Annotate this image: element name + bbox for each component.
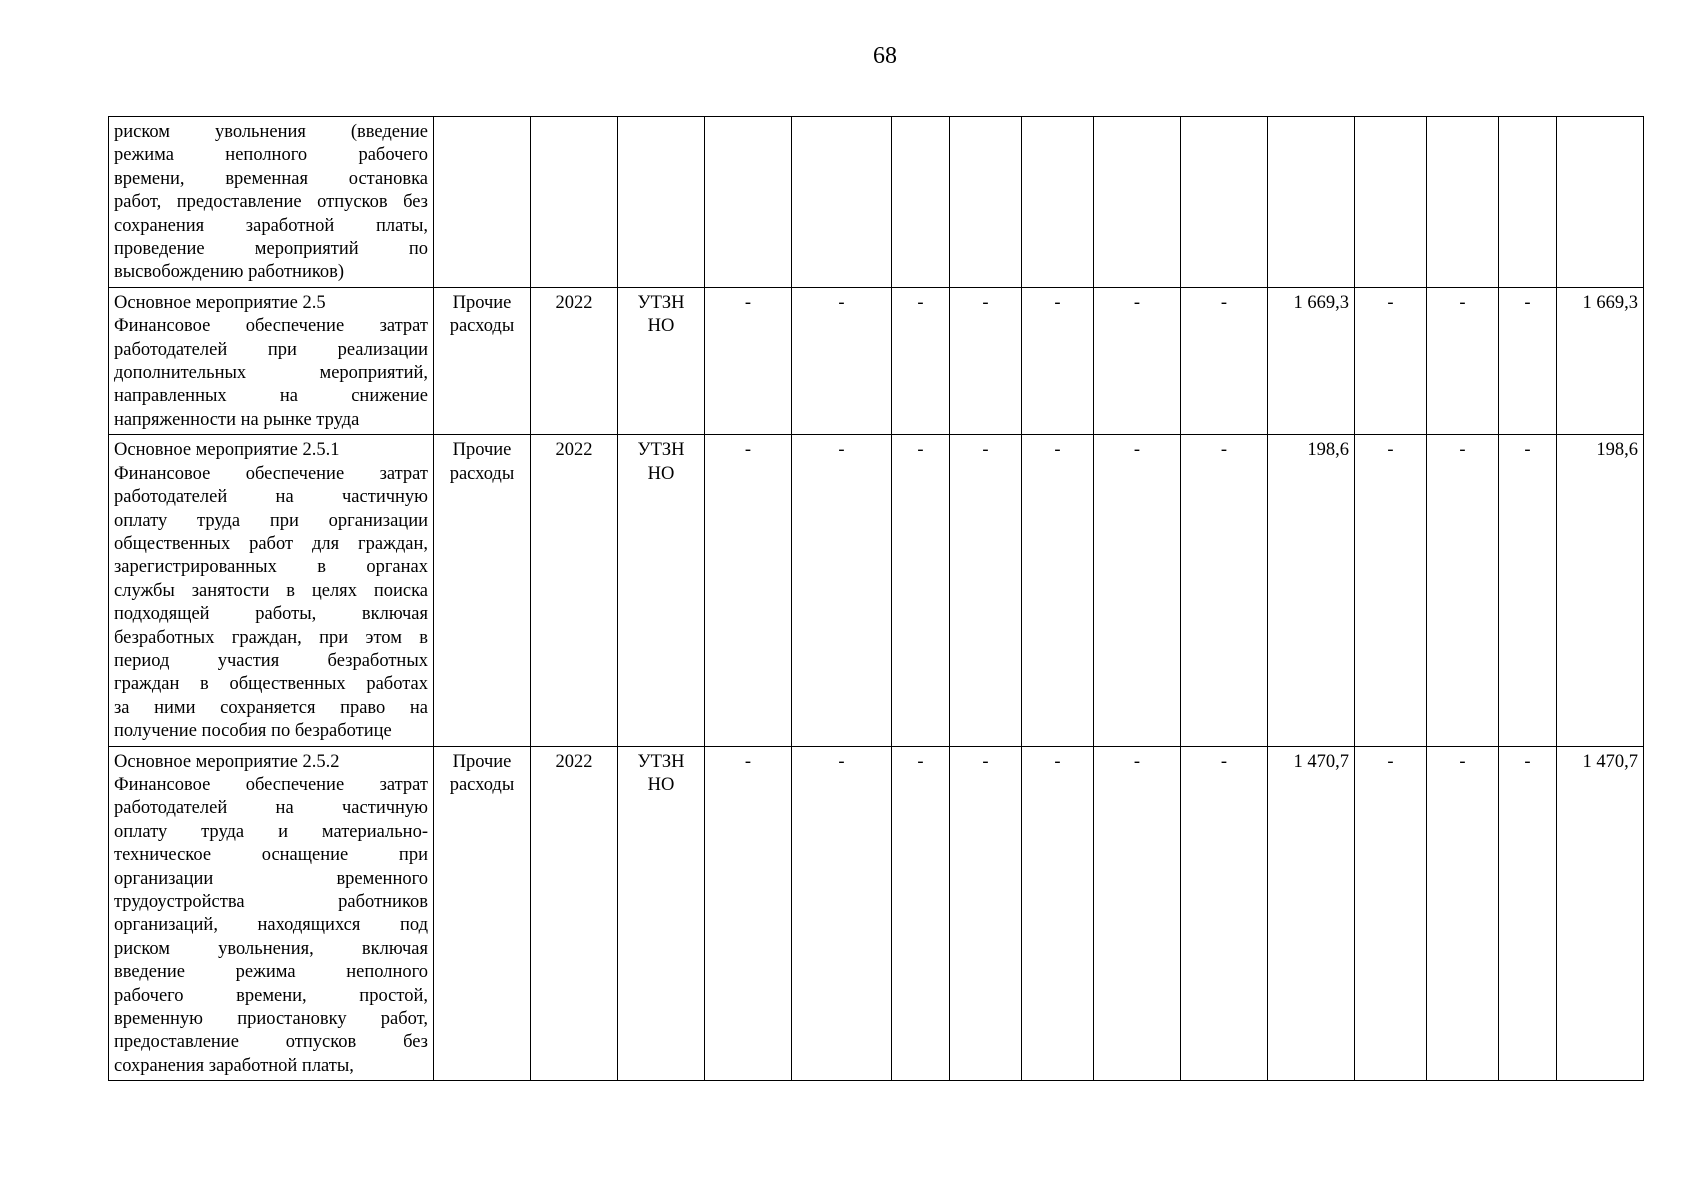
expense-type-cell	[434, 287, 531, 434]
funding-value-cell	[1355, 117, 1427, 288]
description-line: получение пособия по безработице	[114, 721, 392, 742]
funding-value-cell	[892, 117, 950, 288]
funding-value-cell: -	[1355, 435, 1427, 746]
funding-value-cell: -	[1094, 287, 1181, 434]
measure-description-cell	[109, 435, 434, 746]
year-cell: 2022	[531, 435, 618, 746]
funding-value-cell	[1499, 117, 1557, 288]
description-line: оплату труда при организации	[114, 510, 428, 531]
executor-line: НО	[647, 774, 675, 795]
funding-value-cell: -	[892, 287, 950, 434]
description-line: подходящей работы, включая	[114, 604, 428, 625]
expense-type-cell	[434, 117, 531, 288]
executor-line: УТЗН	[637, 440, 685, 461]
funding-value-cell	[1094, 117, 1181, 288]
funding-value-cell: -	[1022, 287, 1094, 434]
funding-value-cell: -	[1022, 746, 1094, 1081]
funding-value-cell: -	[1427, 287, 1499, 434]
table-row	[109, 287, 1644, 434]
funding-value-cell	[1427, 117, 1499, 288]
funding-value-cell: -	[705, 746, 792, 1081]
description-line: зарегистрированных в органах	[114, 557, 428, 578]
executor-line: НО	[647, 316, 675, 337]
expense-type-line: Прочие	[452, 751, 512, 772]
description-line: риском увольнения, включая	[114, 938, 428, 959]
executor-cell	[618, 287, 705, 434]
funding-value-cell: -	[1181, 746, 1268, 1081]
funding-value-cell: 1 470,7	[1268, 746, 1355, 1081]
funding-value-cell: -	[792, 746, 892, 1081]
description-line: сохранения заработной платы,	[114, 1055, 354, 1076]
funding-value-cell	[950, 117, 1022, 288]
executor-cell	[618, 435, 705, 746]
funding-value-cell: -	[1427, 435, 1499, 746]
funding-value-cell: -	[1427, 746, 1499, 1081]
description-line: введение режима неполного	[114, 962, 428, 983]
executor-line: УТЗН	[637, 292, 685, 313]
description-line: службы занятости в целях поиска	[114, 580, 428, 601]
executor-line: НО	[647, 463, 675, 484]
description-line: рабочего времени, простой,	[114, 985, 428, 1006]
description-line: высвобождению работников)	[114, 262, 345, 283]
funding-value-cell: -	[1355, 287, 1427, 434]
funding-value-cell	[1557, 117, 1644, 288]
table-row	[109, 746, 1644, 1081]
description-line: техническое оснащение при	[114, 845, 428, 866]
description-line: организации временного	[114, 868, 428, 889]
description-line: работ, предоставление отпусков без	[114, 192, 428, 213]
funding-value-cell: -	[1499, 435, 1557, 746]
funding-value-cell: -	[1355, 746, 1427, 1081]
funding-value-cell: -	[705, 287, 792, 434]
funding-value-cell	[1181, 117, 1268, 288]
year-cell: 2022	[531, 287, 618, 434]
funding-value-cell: -	[892, 746, 950, 1081]
description-line: напряженности на рынке труда	[114, 409, 360, 430]
description-line: времени, временная остановка	[114, 168, 428, 189]
funding-value-cell: -	[1499, 746, 1557, 1081]
executor-cell	[618, 746, 705, 1081]
funding-value-cell: 198,6	[1557, 435, 1644, 746]
description-line: Основное мероприятие 2.5.1	[114, 440, 340, 461]
description-line: Финансовое обеспечение затрат	[114, 463, 428, 484]
description-line: дополнительных мероприятий,	[114, 363, 428, 384]
expense-type-line: расходы	[449, 774, 515, 795]
executor-cell	[618, 117, 705, 288]
description-line: режима неполного рабочего	[114, 145, 428, 166]
funding-value-cell: -	[892, 435, 950, 746]
table-row	[109, 435, 1644, 746]
funding-value-cell: -	[792, 287, 892, 434]
funding-value-cell: -	[950, 287, 1022, 434]
executor-line: УТЗН	[637, 751, 685, 772]
funding-value-cell: -	[1094, 435, 1181, 746]
funding-value-cell: -	[1499, 287, 1557, 434]
funding-value-cell: 1 669,3	[1268, 287, 1355, 434]
measure-description-cell	[109, 117, 434, 288]
description-line: временную приостановку работ,	[114, 1009, 428, 1030]
year-cell	[531, 117, 618, 288]
program-measures-table	[108, 116, 1644, 1081]
description-line: Основное мероприятие 2.5	[114, 292, 326, 313]
funding-value-cell: -	[1181, 435, 1268, 746]
funding-value-cell: -	[950, 435, 1022, 746]
funding-value-cell: -	[705, 435, 792, 746]
table-row	[109, 117, 1644, 288]
description-line: безработных граждан, при этом в	[114, 627, 428, 648]
funding-value-cell: -	[1094, 746, 1181, 1081]
description-line: трудоустройства работников	[114, 892, 428, 912]
funding-value-cell: -	[1181, 287, 1268, 434]
expense-type-cell	[434, 746, 531, 1081]
measure-description-cell	[109, 287, 434, 434]
funding-value-cell: -	[950, 746, 1022, 1081]
description-line: Финансовое обеспечение затрат	[114, 316, 428, 337]
funding-value-cell	[1022, 117, 1094, 288]
description-line: работодателей на частичную	[114, 798, 428, 819]
description-line: за ними сохраняется право на	[114, 697, 428, 718]
description-line: организаций, находящихся под	[114, 915, 428, 936]
funding-value-cell	[792, 117, 892, 288]
expense-type-line: расходы	[449, 316, 515, 337]
description-line: Основное мероприятие 2.5.2	[114, 751, 340, 772]
funding-value-cell: -	[792, 435, 892, 746]
funding-value-cell: -	[1022, 435, 1094, 746]
year-cell: 2022	[531, 746, 618, 1081]
funding-value-cell: 198,6	[1268, 435, 1355, 746]
funding-value-cell: 1 669,3	[1557, 287, 1644, 434]
description-line: общественных работ для граждан,	[114, 533, 428, 554]
description-line: предоставление отпусков без	[114, 1032, 428, 1053]
description-line: работодателей при реализации	[114, 339, 428, 360]
description-line: риском увольнения (введение	[114, 122, 428, 142]
description-line: сохранения заработной платы,	[114, 215, 428, 236]
funding-value-cell: 1 470,7	[1557, 746, 1644, 1081]
page-number: 68	[873, 43, 897, 69]
expense-type-line: расходы	[449, 463, 515, 484]
description-line: Финансовое обеспечение затрат	[114, 774, 428, 795]
expense-type-cell	[434, 435, 531, 746]
funding-value-cell	[1268, 117, 1355, 288]
expense-type-line: Прочие	[452, 292, 512, 313]
measure-description-cell	[109, 746, 434, 1081]
funding-value-cell	[705, 117, 792, 288]
description-line: граждан в общественных работах	[114, 674, 428, 695]
description-line: направленных на снижение	[114, 386, 428, 407]
description-line: оплату труда и материально-	[114, 821, 428, 842]
description-line: работодателей на частичную	[114, 487, 428, 508]
description-line: период участия безработных	[114, 650, 428, 671]
description-line: проведение мероприятий по	[114, 239, 428, 260]
expense-type-line: Прочие	[452, 440, 512, 461]
